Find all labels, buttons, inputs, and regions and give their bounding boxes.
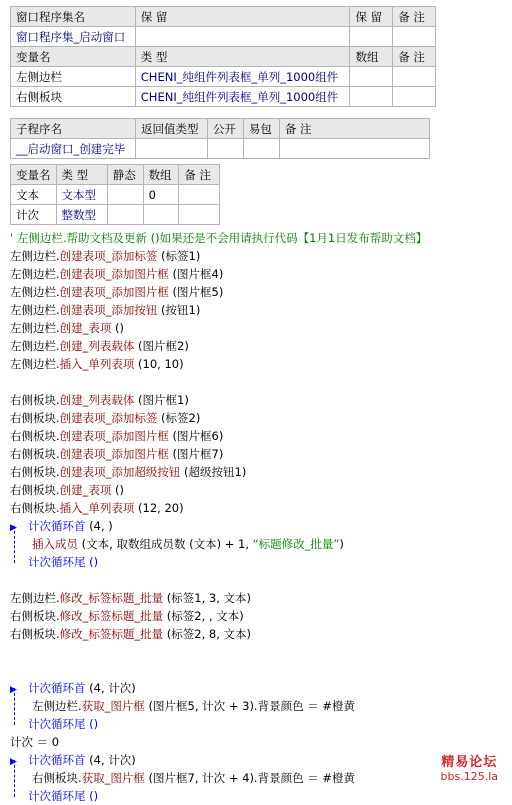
header-assembly-name: 窗口程序集名 <box>11 7 136 27</box>
header-return-type: 返回值类型 <box>135 119 207 139</box>
code-comment-line[interactable]: ' 左侧边栏.帮助文档及更新 ()如果还是不会用请执行代码【1月1日发布帮助文档】 <box>10 231 428 245</box>
arguments: () <box>111 321 125 335</box>
table-row[interactable] <box>11 139 430 159</box>
reserved-cell-2[interactable] <box>350 27 393 47</box>
variable-type-cell[interactable]: CHENI_纯组件列表框_单列_1000组件 <box>135 67 350 87</box>
method-name: 创建_表项 <box>59 483 112 497</box>
code-line[interactable] <box>10 427 505 445</box>
arguments: (图片框7) <box>168 447 224 461</box>
method-name: 插入_单列表项 <box>59 357 135 371</box>
dot: . <box>56 465 60 479</box>
forum-watermark <box>441 751 498 783</box>
dot: . <box>56 393 60 407</box>
code-line[interactable] <box>10 517 505 535</box>
object-name: 右侧板块 <box>10 627 56 641</box>
code-line[interactable] <box>10 733 505 751</box>
object-name: 右侧板块 <box>10 429 56 443</box>
arguments: (标签1) <box>157 249 201 263</box>
array-cell[interactable] <box>350 67 393 87</box>
remark-cell[interactable] <box>179 185 220 205</box>
loop-block <box>10 679 505 733</box>
blank-line[interactable] <box>10 571 505 589</box>
function-name: 插入成员 <box>32 537 78 551</box>
code-line[interactable] <box>10 445 505 463</box>
remark-cell[interactable] <box>393 87 436 107</box>
method-name: 创建表项_添加图片框 <box>59 429 169 443</box>
arguments: (图片框4) <box>168 267 224 281</box>
code-line[interactable] <box>10 301 505 319</box>
object-name: 左侧边栏 <box>10 303 56 317</box>
loop-block <box>10 517 505 571</box>
method-name: 创建_列表载体 <box>59 393 135 407</box>
arguments: (图片框2) <box>134 339 189 353</box>
arguments: (图片框6) <box>168 429 224 443</box>
header-remark: 备 注 <box>393 47 436 67</box>
arguments: (超级按钮1) <box>180 465 247 479</box>
code-line[interactable] <box>10 283 505 301</box>
return-type-cell[interactable] <box>135 139 207 159</box>
object-name: 右侧板块 <box>32 771 78 785</box>
variable-name-cell[interactable]: 左侧边栏 <box>11 67 136 87</box>
subroutine-name-cell[interactable]: __启动窗口_创建完毕 <box>11 139 136 159</box>
method-name: 创建表项_添加超级按钮 <box>59 465 181 479</box>
header-remark: 备 注 <box>279 119 429 139</box>
easy-package-cell[interactable] <box>243 139 279 159</box>
code-line[interactable] <box>10 481 505 499</box>
header-reserved-2: 保 留 <box>350 7 393 27</box>
method-name: 修改_标签标题_批量 <box>59 609 164 623</box>
object-name: 右侧板块 <box>10 447 56 461</box>
arguments: (标签2) <box>157 411 201 425</box>
method-name: 创建表项_添加按钮 <box>59 303 158 317</box>
object-name: 左侧边栏 <box>10 321 56 335</box>
assignment: 计次 ＝ 0 <box>10 735 60 749</box>
header-variable-name: 变量名 <box>11 47 136 67</box>
code-line[interactable] <box>10 553 505 571</box>
header-array: 数组 <box>143 165 179 185</box>
header-type: 类 型 <box>135 47 350 67</box>
header-public: 公开 <box>207 119 243 139</box>
header-subroutine-name: 子程序名 <box>11 119 136 139</box>
arguments: (图片框5, 计次 + 3).背景颜色 ＝ #橙黄 <box>144 699 356 713</box>
remark-cell[interactable] <box>393 27 436 47</box>
code-line[interactable] <box>10 319 505 337</box>
method-name: 创建_表项 <box>59 321 112 335</box>
object-name: 右侧板块 <box>10 411 56 425</box>
dot: . <box>56 501 60 515</box>
loop-keyword: 计次循环首 <box>28 753 86 767</box>
method-name: 获取_图片框 <box>81 771 145 785</box>
dot: . <box>56 591 60 605</box>
dot: . <box>56 483 60 497</box>
remark-cell[interactable] <box>179 205 220 225</box>
blank-line[interactable] <box>10 661 505 679</box>
loop-keyword: 计次循环首 <box>28 681 86 695</box>
object-name: 右侧板块 <box>10 393 56 407</box>
method-name: 创建表项_添加图片框 <box>59 267 169 281</box>
header-static: 静态 <box>107 165 143 185</box>
object-name: 左侧边栏 <box>10 267 56 281</box>
arguments: (图片框7, 计次 + 4).背景颜色 ＝ #橙黄 <box>144 771 356 785</box>
subroutine-table <box>10 118 430 159</box>
assembly-table <box>10 6 436 107</box>
code-line[interactable] <box>10 265 505 283</box>
dot: . <box>56 627 60 641</box>
header-variable-name: 变量名 <box>11 165 57 185</box>
close-paren: ) <box>339 537 344 551</box>
code-line[interactable] <box>10 697 505 715</box>
object-name: 左侧边栏 <box>10 591 56 605</box>
method-name: 插入_单列表项 <box>59 501 135 515</box>
public-cell[interactable] <box>207 139 243 159</box>
dot: . <box>78 699 82 713</box>
arguments: (图片框5) <box>168 285 224 299</box>
method-name: 修改_标签标题_批量 <box>59 591 164 605</box>
variable-type-cell[interactable]: 整数型 <box>56 205 107 225</box>
loop-arrow-icon: ▶ <box>10 523 17 533</box>
arguments: (12, 20) <box>134 501 184 515</box>
arguments: (4, 计次) <box>85 753 136 767</box>
object-name: 左侧边栏 <box>10 339 56 353</box>
header-array: 数组 <box>350 47 393 67</box>
object-name: 右侧板块 <box>10 483 56 497</box>
dot: . <box>56 285 60 299</box>
arguments: (10, 10) <box>134 357 184 371</box>
dot: . <box>56 609 60 623</box>
code-line[interactable] <box>10 337 505 355</box>
code-line[interactable] <box>10 355 505 373</box>
object-name: 左侧边栏 <box>10 285 56 299</box>
table-row[interactable] <box>11 205 220 225</box>
array-cell[interactable] <box>143 205 179 225</box>
arguments: (图片框1) <box>134 393 189 407</box>
method-name: 创建表项_添加标签 <box>59 411 158 425</box>
method-name: 获取_图片框 <box>81 699 145 713</box>
table-row[interactable] <box>11 87 436 107</box>
code-line[interactable] <box>10 499 505 517</box>
loop-block <box>10 751 505 805</box>
assembly-name-cell[interactable]: 窗口程序集_启动窗口 <box>11 27 136 47</box>
loop-arrow-icon: ▶ <box>10 685 17 695</box>
array-cell[interactable]: 0 <box>143 185 179 205</box>
code-editor[interactable] <box>10 229 505 805</box>
table-row[interactable] <box>11 185 220 205</box>
array-cell[interactable] <box>350 87 393 107</box>
dot: . <box>56 429 60 443</box>
code-line[interactable] <box>10 787 505 805</box>
method-name: 创建表项_添加标签 <box>59 249 158 263</box>
code-line[interactable] <box>10 607 505 625</box>
method-name: 创建表项_添加图片框 <box>59 447 169 461</box>
loop-end-keyword: 计次循环尾 () <box>28 789 99 803</box>
dot: . <box>56 447 60 461</box>
arguments: (文本, 取数组成员数 (文本) + 1, <box>78 537 253 551</box>
variable-name-cell[interactable]: 计次 <box>11 205 57 225</box>
loop-keyword: 计次循环首 <box>28 519 86 533</box>
blank-line[interactable] <box>10 373 505 391</box>
static-cell[interactable] <box>107 205 143 225</box>
method-name: 创建表项_添加图片框 <box>59 285 169 299</box>
reserved-cell[interactable] <box>135 27 350 47</box>
loop-end-keyword: 计次循环尾 () <box>28 555 99 569</box>
code-line[interactable] <box>10 589 505 607</box>
method-name: 创建_列表载体 <box>59 339 135 353</box>
header-easy-package: 易包 <box>243 119 279 139</box>
static-cell[interactable] <box>107 185 143 205</box>
code-line[interactable] <box>10 769 505 787</box>
code-line[interactable] <box>10 625 505 643</box>
watermark-url: bbs.125.la <box>440 770 498 783</box>
variable-name-cell[interactable]: 右侧板块 <box>11 87 136 107</box>
code-line[interactable] <box>10 247 505 265</box>
loop-arrow-icon: ▶ <box>10 757 17 767</box>
dot: . <box>56 321 60 335</box>
object-name: 右侧板块 <box>10 501 56 515</box>
code-line[interactable] <box>10 751 505 769</box>
blank-line[interactable] <box>10 643 505 661</box>
code-line[interactable] <box>10 715 505 733</box>
watermark-title: 精易论坛 <box>441 755 498 770</box>
loop-end-keyword: 计次循环尾 () <box>28 717 99 731</box>
dot: . <box>78 771 82 785</box>
variable-name-cell[interactable]: 文本 <box>11 185 57 205</box>
local-variable-table <box>10 164 220 225</box>
object-name: 左侧边栏 <box>32 699 78 713</box>
object-name: 左侧边栏 <box>10 357 56 371</box>
dot: . <box>56 303 60 317</box>
arguments: (按钮1) <box>157 303 201 317</box>
header-reserved: 保 留 <box>135 7 350 27</box>
remark-cell[interactable] <box>279 139 429 159</box>
arguments: (标签2, 8, 文本) <box>163 627 252 641</box>
method-name: 修改_标签标题_批量 <box>59 627 164 641</box>
remark-cell[interactable] <box>393 67 436 87</box>
object-name: 右侧板块 <box>10 465 56 479</box>
header-type: 类 型 <box>56 165 107 185</box>
header-remark: 备 注 <box>393 7 436 27</box>
arguments: (4, ) <box>85 519 113 533</box>
code-line[interactable] <box>10 391 505 409</box>
code-line[interactable] <box>10 679 505 697</box>
arguments: (4, 计次) <box>85 681 136 695</box>
code-line[interactable] <box>10 463 505 481</box>
string-literal: “标题修改_批量” <box>252 537 340 551</box>
header-remark: 备 注 <box>179 165 220 185</box>
object-name: 右侧板块 <box>10 609 56 623</box>
code-line[interactable] <box>10 409 505 427</box>
table-row[interactable] <box>11 67 436 87</box>
dot: . <box>56 267 60 281</box>
dot: . <box>56 249 60 263</box>
dot: . <box>56 411 60 425</box>
arguments: () <box>111 483 125 497</box>
variable-type-cell[interactable]: 文本型 <box>56 185 107 205</box>
object-name: 左侧边栏 <box>10 249 56 263</box>
dot: . <box>56 339 60 353</box>
arguments: (标签1, 3, 文本) <box>163 591 252 605</box>
arguments: (标签2, , 文本) <box>163 609 244 623</box>
dot: . <box>56 357 60 371</box>
variable-type-cell[interactable]: CHENI_纯组件列表框_单列_1000组件 <box>135 87 350 107</box>
code-line[interactable] <box>10 535 505 553</box>
